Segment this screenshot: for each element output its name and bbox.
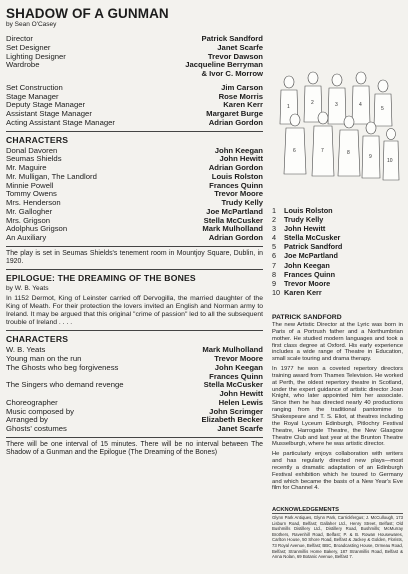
svg-text:10: 10 [387,158,393,164]
photo-key-number: 3 [272,224,277,234]
divider [6,269,263,270]
person-name: Helen Lewis [218,397,263,407]
svg-text:6: 6 [293,148,296,154]
crew-list [6,35,263,79]
role-label: Young man on the run [6,354,82,364]
photo-key-number: 6 [272,251,277,261]
role-label: Mrs. Henderson [6,198,61,207]
divider [6,246,263,247]
role-label: Wardrobe [6,60,40,70]
role-label: The Ghosts who beg forgiveness [6,362,119,372]
characters-list-2 [6,346,263,434]
person-name: & Ivor C. Morrow [201,69,263,78]
photo-key-item [272,270,402,279]
role-label: The Singers who demand revenge [6,380,124,390]
crew-row [6,70,263,79]
person-name: Adrian Gordon [208,117,263,127]
role-label: Deputy Stage Manager [6,100,86,110]
photo-key-item [272,288,402,297]
photo-key-name: Louis Rolston [284,206,333,215]
role-label: Mr. Gallogher [6,206,53,216]
characters-list [6,147,263,243]
acknowledgements-heading: ACKNOWLEDGEMENTS [272,507,339,513]
play-byline: by Sean O'Casey [6,21,57,28]
person-name: Mark Mulholland [202,345,263,355]
photo-key-item [272,261,402,270]
person-name: John Hewitt [219,389,263,399]
person-name: Janet Scarfe [217,424,263,434]
svg-text:1: 1 [287,104,290,110]
photo-key-name: Stella McCusker [284,233,341,243]
photo-key-item [272,251,402,260]
photo-key-name: John Keegan [284,260,330,270]
role-label: Arranged by [6,415,48,425]
photo-key-number: 4 [272,233,277,243]
role-label: Tommy Owens [6,189,57,199]
photo-key-number: 8 [272,269,277,279]
divider [272,513,403,514]
role-label: W. B. Yeats [6,345,46,355]
play-title: SHADOW OF A GUNMAN [6,6,169,21]
role-label: Adolphus Grigson [6,224,68,234]
person-name: Adrian Gordon [208,233,263,242]
setting-note: The play is set in Seumas Shields's tenement room in Mountjoy Square, Dublin, in 1920. [6,249,263,265]
role-label: Mrs. Grigson [6,215,50,225]
epilogue-byline: by W. B. Yeats [6,284,49,292]
photo-key-list [272,206,402,297]
divider [6,330,263,331]
photo-key-item [272,242,402,251]
photo-key-number: 5 [272,242,277,252]
photo-key-item [272,206,402,215]
divider [6,437,263,438]
bio-text [272,322,403,495]
characters-heading: CHARACTERS [6,134,69,145]
person-name: Elizabeth Becker [201,415,263,425]
role-label: Mr. Maguire [6,163,47,172]
characters-heading-2: CHARACTERS [6,334,69,345]
photo-key-number: 2 [272,215,277,225]
role-label: Lighting Designer [6,51,66,61]
epilogue-heading: EPILOGUE: THE DREAMING OF THE BONES [6,272,196,283]
svg-text:4: 4 [359,102,362,108]
person-name: Frances Quinn [209,371,263,381]
person-name: Patrick Sandford [201,34,263,43]
bio-heading: PATRICK SANDFORD [272,314,342,321]
photo-key-item [272,215,402,224]
person-name: Trevor Moore [214,354,263,364]
person-name: Trevor Moore [214,189,263,199]
interval-note: There will be one interval of 15 minutes. There will be no interval between The Shadow of a Gunman and the Epilogue (The Dreaming of the Bones) [6,440,263,456]
person-name: Karen Kerr [223,100,263,110]
photo-key-name: Patrick Sandford [284,242,343,252]
role-label: Stage Manager [6,91,59,101]
bio-paragraph: In 1977 he won a coveted repertory directors training award from Thames Television. He worked at Perth, the oldest repertory theatre in Scotland, under the expert guidance of artistic director Joan Knight, who later appointed him her associate. Since then he has directed nearly 40 productions ranging from the traditional pantomime to Shakespeare and T. S. Eliot, at theatres including the Royal Lyceum Edinburgh, Pitlochry Festival Theatre, Harrogate Theatre, the New Glasgow Theatre Club and last year at the Brunton Theatre Musselburgh, where he was artistic director. [272,366,403,448]
crew-list-2 [6,84,263,128]
role-label: Assistant Stage Manager [6,109,92,118]
role-label: Set Designer [6,42,51,52]
person-name: Trevor Dawson [207,51,263,61]
photo-key-number: 7 [272,260,277,270]
left-column [6,6,263,460]
role-label: Set Construction [6,82,63,92]
person-name: Stella McCusker [203,215,263,225]
role-label: Director [6,34,33,43]
photo-key-name: Joe McPartland [284,251,338,261]
role-label: Minnie Powell [6,180,54,190]
photo-key-item [272,233,402,242]
svg-text:5: 5 [381,106,384,112]
person-name: John Scrimger [209,406,263,416]
person-name: Margaret Burge [206,109,263,118]
photo-key-name: Karen Kerr [284,287,322,297]
role-label: Mr. Mulligan, The Landlord [6,171,97,181]
photo-key-name: Trudy Kelly [284,215,324,225]
person-name: Trudy Kelly [221,198,263,207]
bio-paragraph: The new Artistic Director at the Lyric was born in Paris of a Portrush father and a Northumbrian mother. He studied modern languages and took a first class degree at Oxford. His early experience includes a wide range of Theatre in Education, small scale touring and drama therapy. [272,322,403,363]
role-label: Acting Assistant Stage Manager [6,117,115,127]
epilogue-text: In 1152 Dermot, King of Leinster carried off Dervogilla, the married daughter of the King of Meath. For their protection the lovers invited an English and Norman army to Ireland. It may be argued that this original "crime of passion" led to all the subsequent trouble of Ireland . . . . [6,294,263,327]
cast-illustration [267,64,405,190]
svg-text:7: 7 [321,148,324,154]
bio-paragraph: He particularly enjoys collaboration with writers and has regularly directed new plays—most recently a dramatic adaptation of an Edinburgh Festival exhibition which he toured to Germany and which became the basis of a New Year's Eve film for Channel 4. [272,451,403,492]
person-name: Jacqueline Berryman [185,60,263,70]
photo-key-number: 10 [272,287,281,297]
role-label: Seumas Shields [6,154,62,164]
person-name: Janet Scarfe [217,42,263,52]
svg-text:3: 3 [335,102,338,108]
person-name: Adrian Gordon [208,163,263,172]
person-name: Jim Carson [221,82,263,92]
person-name: Mark Mulholland [202,224,263,234]
person-name: John Hewitt [219,154,263,164]
person-name: John Keegan [214,362,263,372]
photo-key-name: Frances Quinn [284,269,336,279]
role-label: Music composed by [6,406,74,416]
crew-row [6,119,263,128]
photo-key-item [272,279,402,288]
photo-key-number: 9 [272,278,277,288]
svg-text:2: 2 [311,100,314,106]
character-row [6,425,263,434]
role-label: Ghosts' costumes [6,424,67,434]
person-name: Stella McCusker [203,380,263,390]
role-label: Donal Davoren [6,145,58,155]
character-row [6,234,263,243]
role-label: An Auxiliary [6,233,47,242]
role-label: Choreographer [6,397,58,407]
divider [6,131,263,132]
acknowledgements-text: Glynn Park Antiques, Glynn Park, Carrickfergus; J. McCullough, 173 Lisburn Road, Belfast; Gallaher Ltd., Henry Street, Belfast; Old Bushmills Distillery Ltd., Distillery Road, Bushmills; McMurray Brothers, Ravenhill Road, Belfast; P. & B. Rowan Housewares, Carlton House, 50 Shore Road, Belfast & Jackey & Golden, Florists, 73 Royal Avenue, Belfast; BBC, Broadcasting House, Ormeau Road, Belfast; Stranmillis Home Bakery, 187 Stranmillis Road, Belfast & Anna Nolan, 69 Botanic Avenue, Belfast 7. [272,515,403,560]
person-name: Rose Morris [218,91,263,101]
photo-key-item [272,224,402,233]
person-name: John Keegan [214,145,263,155]
svg-text:8: 8 [347,150,350,156]
person-name: Louis Rolston [211,171,263,181]
photo-key-name: Trevor Moore [284,278,331,288]
photo-key-number: 1 [272,206,277,215]
person-name: Frances Quinn [209,180,263,190]
person-name: Joe McPartland [206,206,263,216]
photo-key-name: John Hewitt [284,224,326,234]
svg-text:9: 9 [369,154,372,160]
